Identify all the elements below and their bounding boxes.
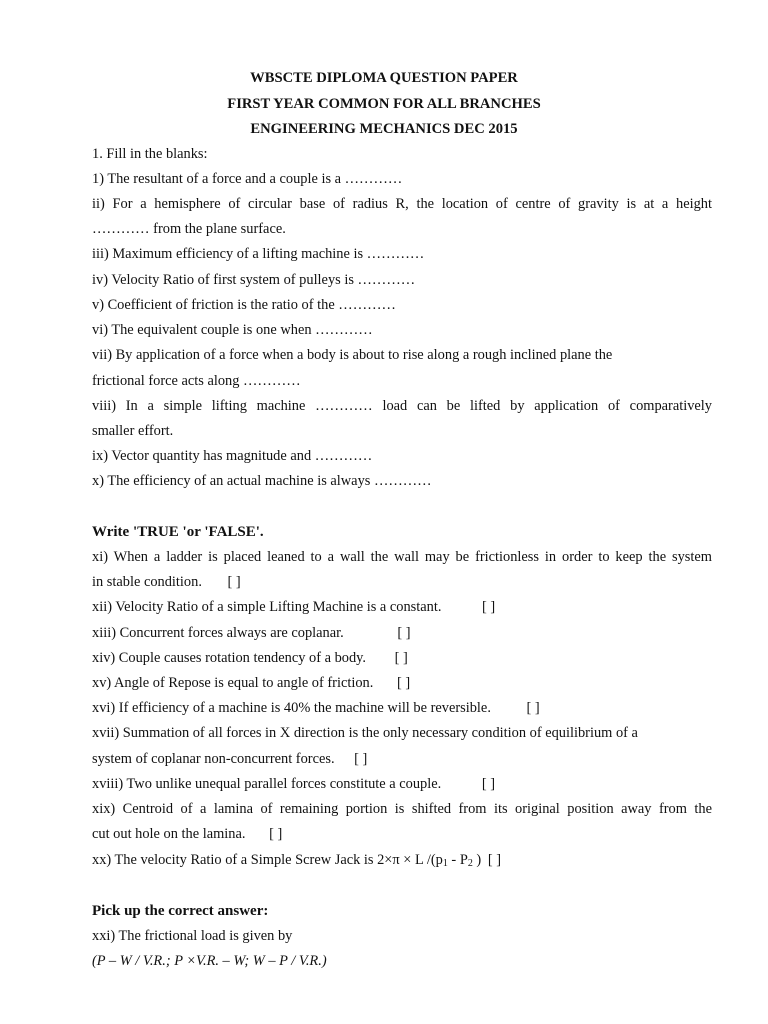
tf-q-xx-mid: - P bbox=[447, 852, 468, 868]
fill-q-viii-line2: smaller effort. bbox=[92, 423, 174, 439]
tf-q-xvii-line2 bbox=[92, 750, 367, 768]
tf-q-xi-text: in stable condition. bbox=[92, 574, 202, 590]
answer-bracket[interactable]: [ ] bbox=[481, 776, 495, 792]
tf-q-xiii-text: xiii) Concurrent forces always are coplanar. bbox=[92, 625, 344, 641]
answer-bracket[interactable]: [ ] bbox=[269, 826, 283, 842]
tf-q-xiii bbox=[92, 624, 411, 642]
tf-q-xii bbox=[92, 598, 495, 616]
answer-bracket[interactable]: [ ] bbox=[394, 650, 408, 666]
true-false-heading: Write 'TRUE 'or 'FALSE'. bbox=[92, 524, 264, 540]
tf-q-xix-line2 bbox=[92, 825, 282, 843]
fill-q-iv: iv) Velocity Ratio of first system of pulleys is ………… bbox=[92, 272, 416, 288]
tf-q-xix-text: cut out hole on the lamina. bbox=[92, 826, 246, 842]
tf-q-xviii-text: xviii) Two unlike unequal parallel forces constitute a couple. bbox=[92, 776, 442, 792]
tf-q-xv-text: xv) Angle of Repose is equal to angle of friction. bbox=[92, 675, 374, 691]
fill-q-ii-line1: ii) For a hemisphere of circular base of radius R, the location of centre of gravity is at a height bbox=[92, 196, 712, 212]
paper-header bbox=[0, 66, 768, 143]
fill-q-x: x) The efficiency of an actual machine is always ………… bbox=[92, 473, 432, 489]
answer-bracket[interactable]: [ ] bbox=[227, 574, 241, 590]
header-line-2: FIRST YEAR COMMON FOR ALL BRANCHES bbox=[227, 95, 541, 112]
fill-q-ii-line2: ………… from the plane surface. bbox=[92, 221, 286, 237]
tf-q-xix-line1: xix) Centroid of a lamina of remaining portion is shifted from its original position away from the bbox=[92, 801, 712, 817]
tf-q-xvi bbox=[92, 699, 540, 717]
tf-q-xx bbox=[92, 851, 501, 869]
tf-q-xii-text: xii) Velocity Ratio of a simple Lifting Machine is a constant. bbox=[92, 599, 442, 615]
fill-q-iii: iii) Maximum efficiency of a lifting machine is ………… bbox=[92, 246, 425, 262]
answer-bracket[interactable]: [ ] bbox=[526, 700, 540, 716]
fill-q-vii-line1: vii) By application of a force when a body is about to rise along a rough inclined plane the bbox=[92, 347, 613, 363]
mcq-q-xxi: xxi) The frictional load is given by bbox=[92, 928, 293, 944]
fill-q-vi: vi) The equivalent couple is one when ………… bbox=[92, 322, 373, 338]
fill-q-viii-line1: viii) In a simple lifting machine ………… load can be lifted by application of comparatively bbox=[92, 398, 712, 414]
tf-q-xi-line2 bbox=[92, 573, 241, 591]
header-line-3: ENGINEERING MECHANICS DEC 2015 bbox=[250, 121, 518, 137]
tf-q-xx-post: ) bbox=[472, 852, 482, 868]
tf-q-xvii-line1: xvii) Summation of all forces in X direction is the only necessary condition of equilibrium of a bbox=[92, 725, 638, 741]
tf-q-xviii bbox=[92, 775, 495, 793]
fill-q-i: 1) The resultant of a force and a couple is a ………… bbox=[92, 171, 403, 187]
subscript-2: 2 bbox=[467, 858, 473, 869]
tf-q-xiv bbox=[92, 649, 408, 667]
answer-bracket[interactable]: [ ] bbox=[397, 625, 411, 641]
answer-bracket[interactable]: [ ] bbox=[482, 599, 496, 615]
tf-q-xv bbox=[92, 674, 410, 692]
answer-bracket[interactable]: [ ] bbox=[487, 852, 502, 868]
tf-q-xi-line1: xi) When a ladder is placed leaned to a wall the wall may be frictionless in order to keep the system bbox=[92, 549, 712, 565]
fill-q-ix: ix) Vector quantity has magnitude and ………… bbox=[92, 448, 373, 464]
tf-q-xvii-text: system of coplanar non-concurrent forces. bbox=[92, 751, 335, 767]
mcq-heading: Pick up the correct answer: bbox=[92, 903, 269, 919]
subscript-1: 1 bbox=[442, 858, 448, 869]
answer-bracket[interactable]: [ ] bbox=[354, 751, 368, 767]
q1-heading: 1. Fill in the blanks: bbox=[92, 146, 208, 162]
fill-q-v: v) Coefficient of friction is the ratio of the ………… bbox=[92, 297, 396, 313]
tf-q-xiv-text: xiv) Couple causes rotation tendency of a body. bbox=[92, 650, 367, 666]
mcq-q-xxi-options: (P – W / V.R.; P ×V.R. – W; W – P / V.R.) bbox=[92, 953, 327, 969]
answer-bracket[interactable]: [ ] bbox=[396, 675, 411, 691]
tf-q-xx-text: xx) The velocity Ratio of a Simple Screw Jack is 2×π × L /(p bbox=[92, 852, 443, 868]
tf-q-xvi-text: xvi) If efficiency of a machine is 40% the machine will be reversible. bbox=[92, 700, 491, 716]
fill-q-vii-line2: frictional force acts along ………… bbox=[92, 373, 301, 389]
header-line-1: WBSCTE DIPLOMA QUESTION PAPER bbox=[250, 70, 518, 86]
